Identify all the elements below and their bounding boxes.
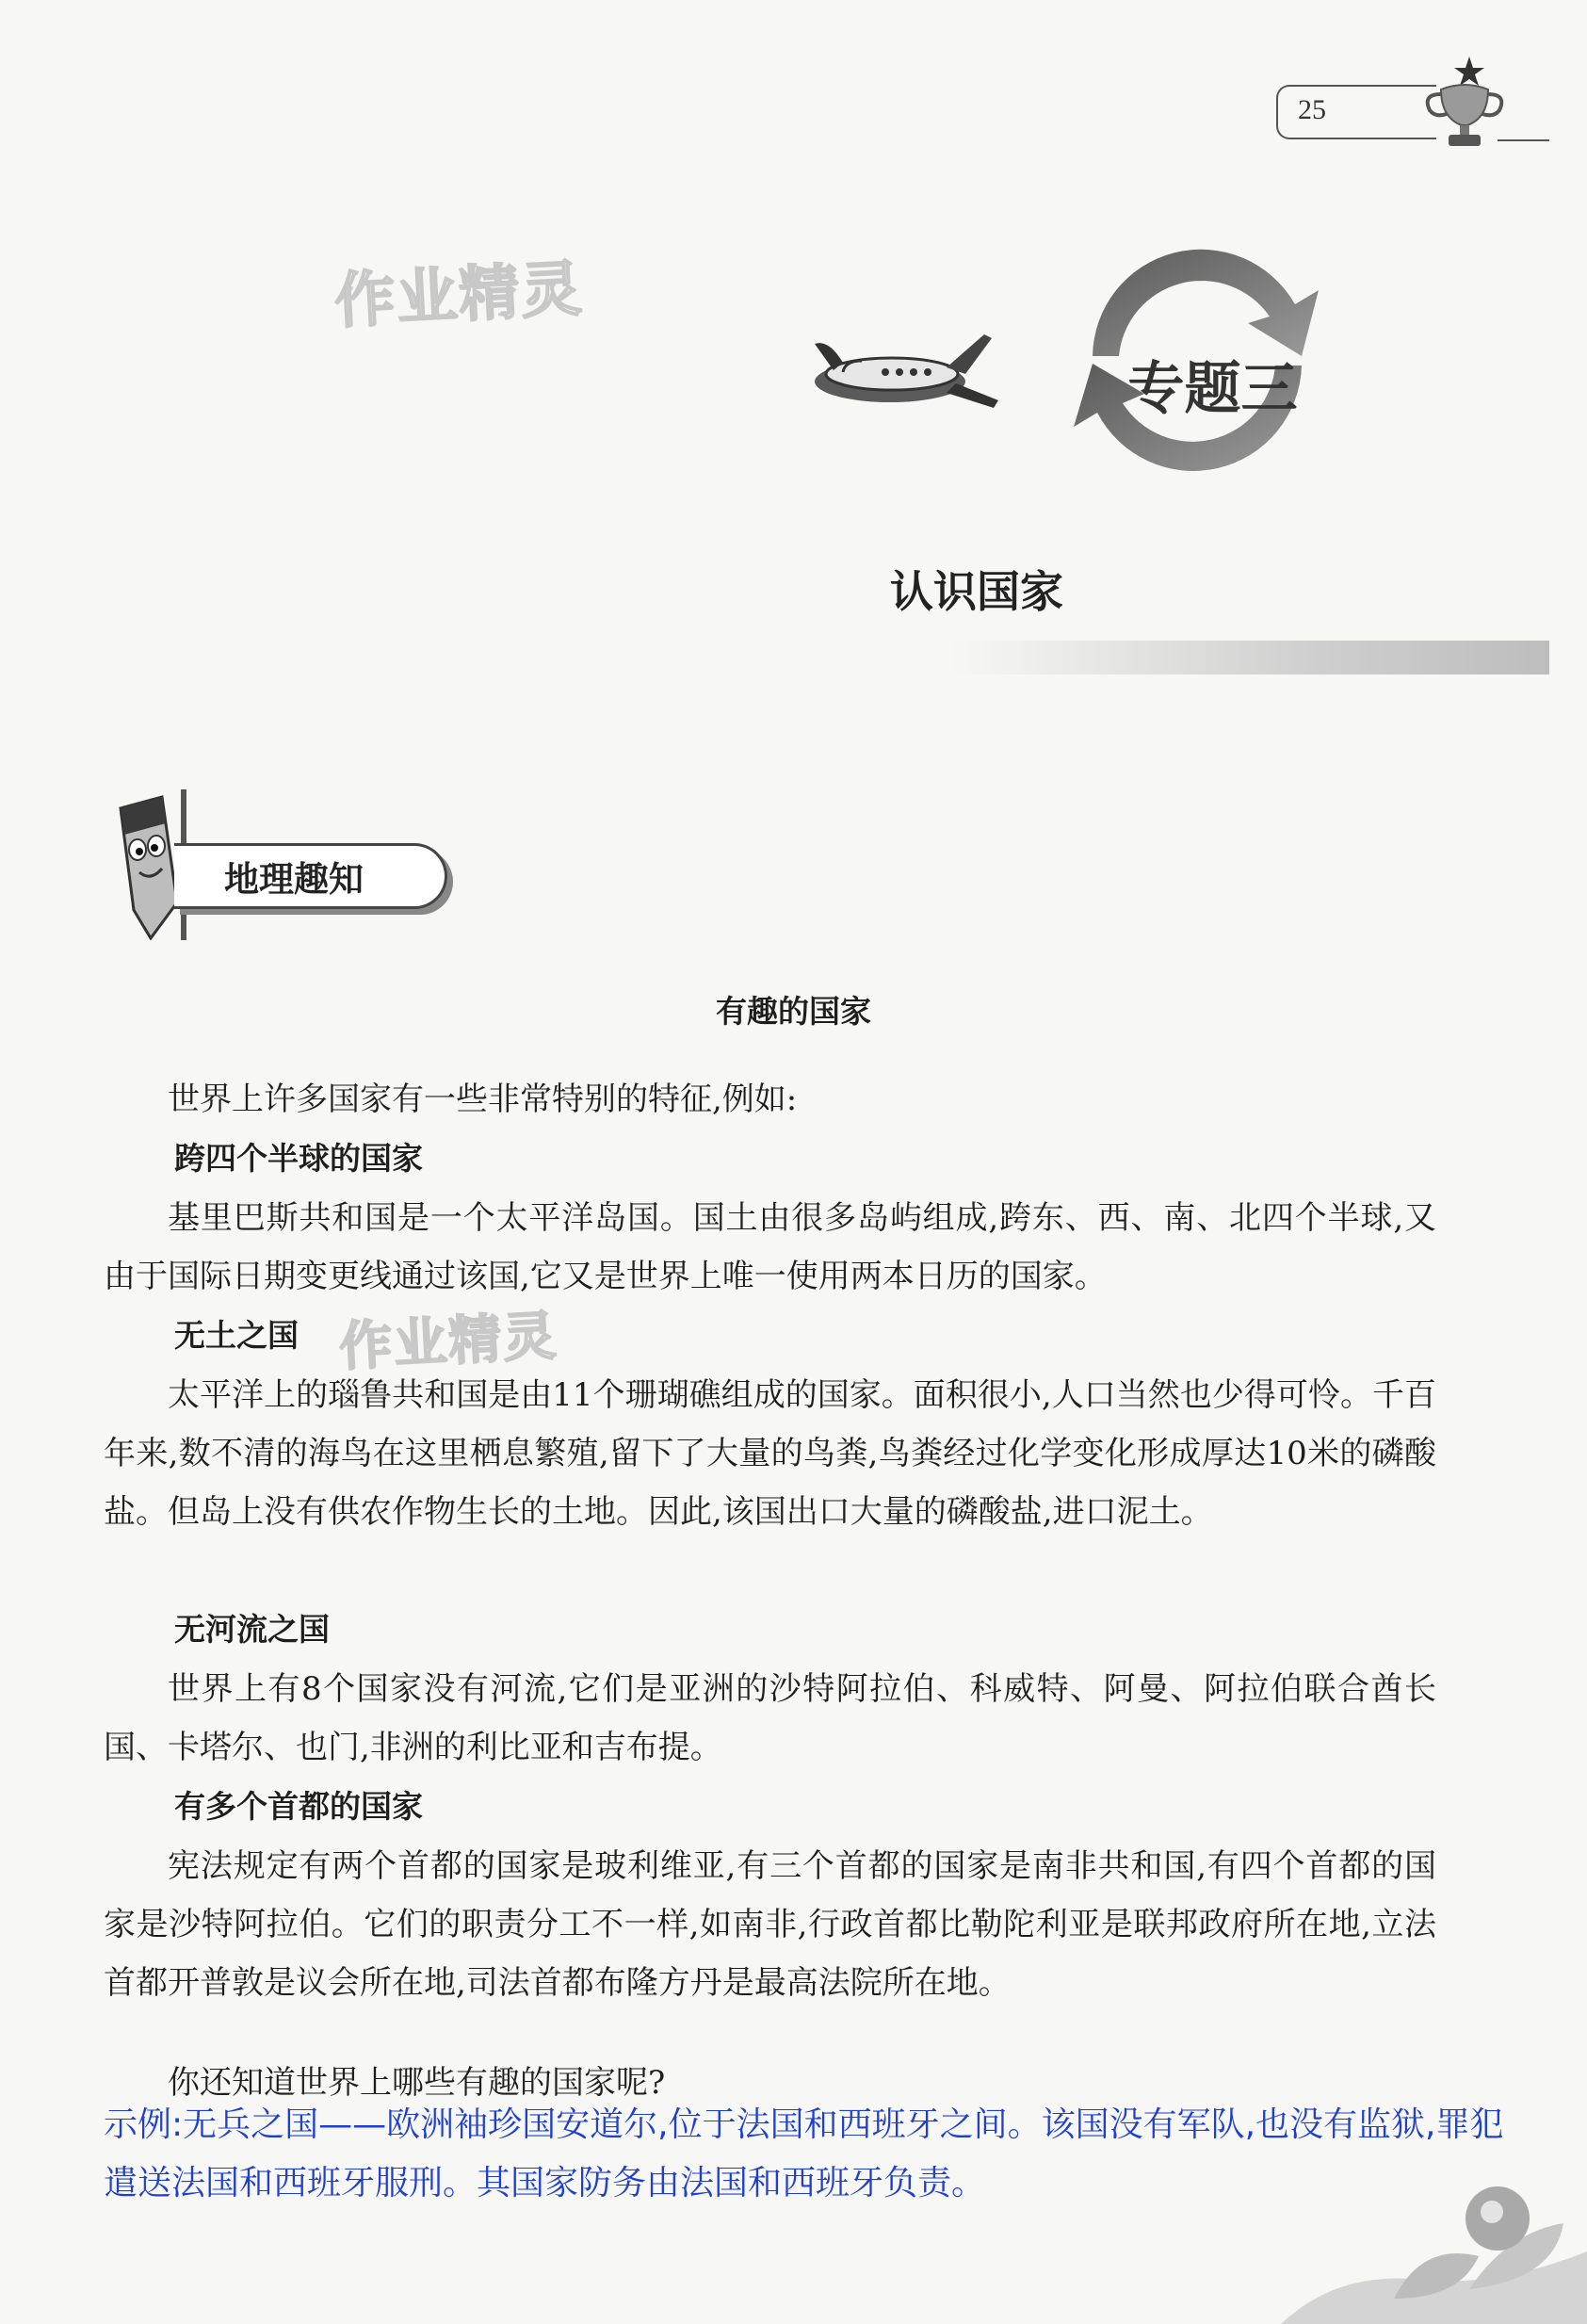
- section-label: 地理趣知: [224, 859, 364, 900]
- watermark-middle: 作业精灵: [337, 1305, 559, 1379]
- topic-label: 专题三: [1127, 356, 1298, 422]
- item-body: 基里巴斯共和国是一个太平洋岛国。国土由很多岛屿组成,跨东、西、南、北四个半球,又由于国际日期变更线通过该国,它又是世界上唯一使用两本日历的国家。: [104, 1199, 1436, 1295]
- item-heading: 跨四个半球的国家: [174, 1140, 423, 1177]
- item-heading: 无土之国: [174, 1317, 299, 1354]
- item-heading: 有多个首都的国家: [174, 1788, 423, 1825]
- article-intro: 世界上许多国家有一些非常特别的特征,例如:: [168, 1081, 798, 1118]
- chapter-title: 认识国家: [890, 566, 1063, 617]
- item-heading: 无河流之国: [174, 1611, 330, 1648]
- item-body: 宪法规定有两个首都的国家是玻利维亚,有三个首都的国家是南非共和国,有四个首都的国家是沙特阿拉伯。它们的职责分工不一样,如南非,行政首都比勒陀利亚是联邦政府所在地,立法首都开普敦是议会所在地,司法首都布隆方丹是最高法院所在地。: [104, 1847, 1436, 2002]
- watermark-top: 作业精灵: [332, 254, 586, 337]
- article-title: 有趣的国家: [716, 993, 871, 1030]
- item-body: 太平洋上的瑙鲁共和国是由11个珊瑚礁组成的国家。面积很小,人口当然也少得可怜。千百年来,数不清的海鸟在这里栖息繁殖,留下了大量的鸟粪,鸟粪经过化学变化形成厚达10米的磷酸盐。但岛上没有供农作物生长的土地。因此,该国出口大量的磷酸盐,进口泥土。: [104, 1376, 1436, 1531]
- corner-flower-icon: [1281, 2167, 1587, 2324]
- answer-text: 示例:无兵之国——欧洲袖珍国安道尔,位于法国和西班牙之间。该国没有军队,也没有监狱,罪犯遣送法国和西班牙服刑。其国家防务由法国和西班牙负责。: [104, 2105, 1504, 2202]
- item-body: 世界上有8个国家没有河流,它们是亚洲的沙特阿拉伯、科威特、阿曼、阿拉伯联合酋长国、卡塔尔、也门,非洲的利比亚和吉布提。: [104, 1670, 1436, 1766]
- header-rule: [1498, 139, 1549, 141]
- airplane-icon: [805, 325, 1003, 424]
- article-question: 你还知道世界上哪些有趣的国家呢?: [168, 2064, 666, 2102]
- page-number: 25: [1298, 94, 1326, 125]
- trophy-icon: [1413, 52, 1516, 151]
- chapter-divider-bar: [951, 641, 1549, 674]
